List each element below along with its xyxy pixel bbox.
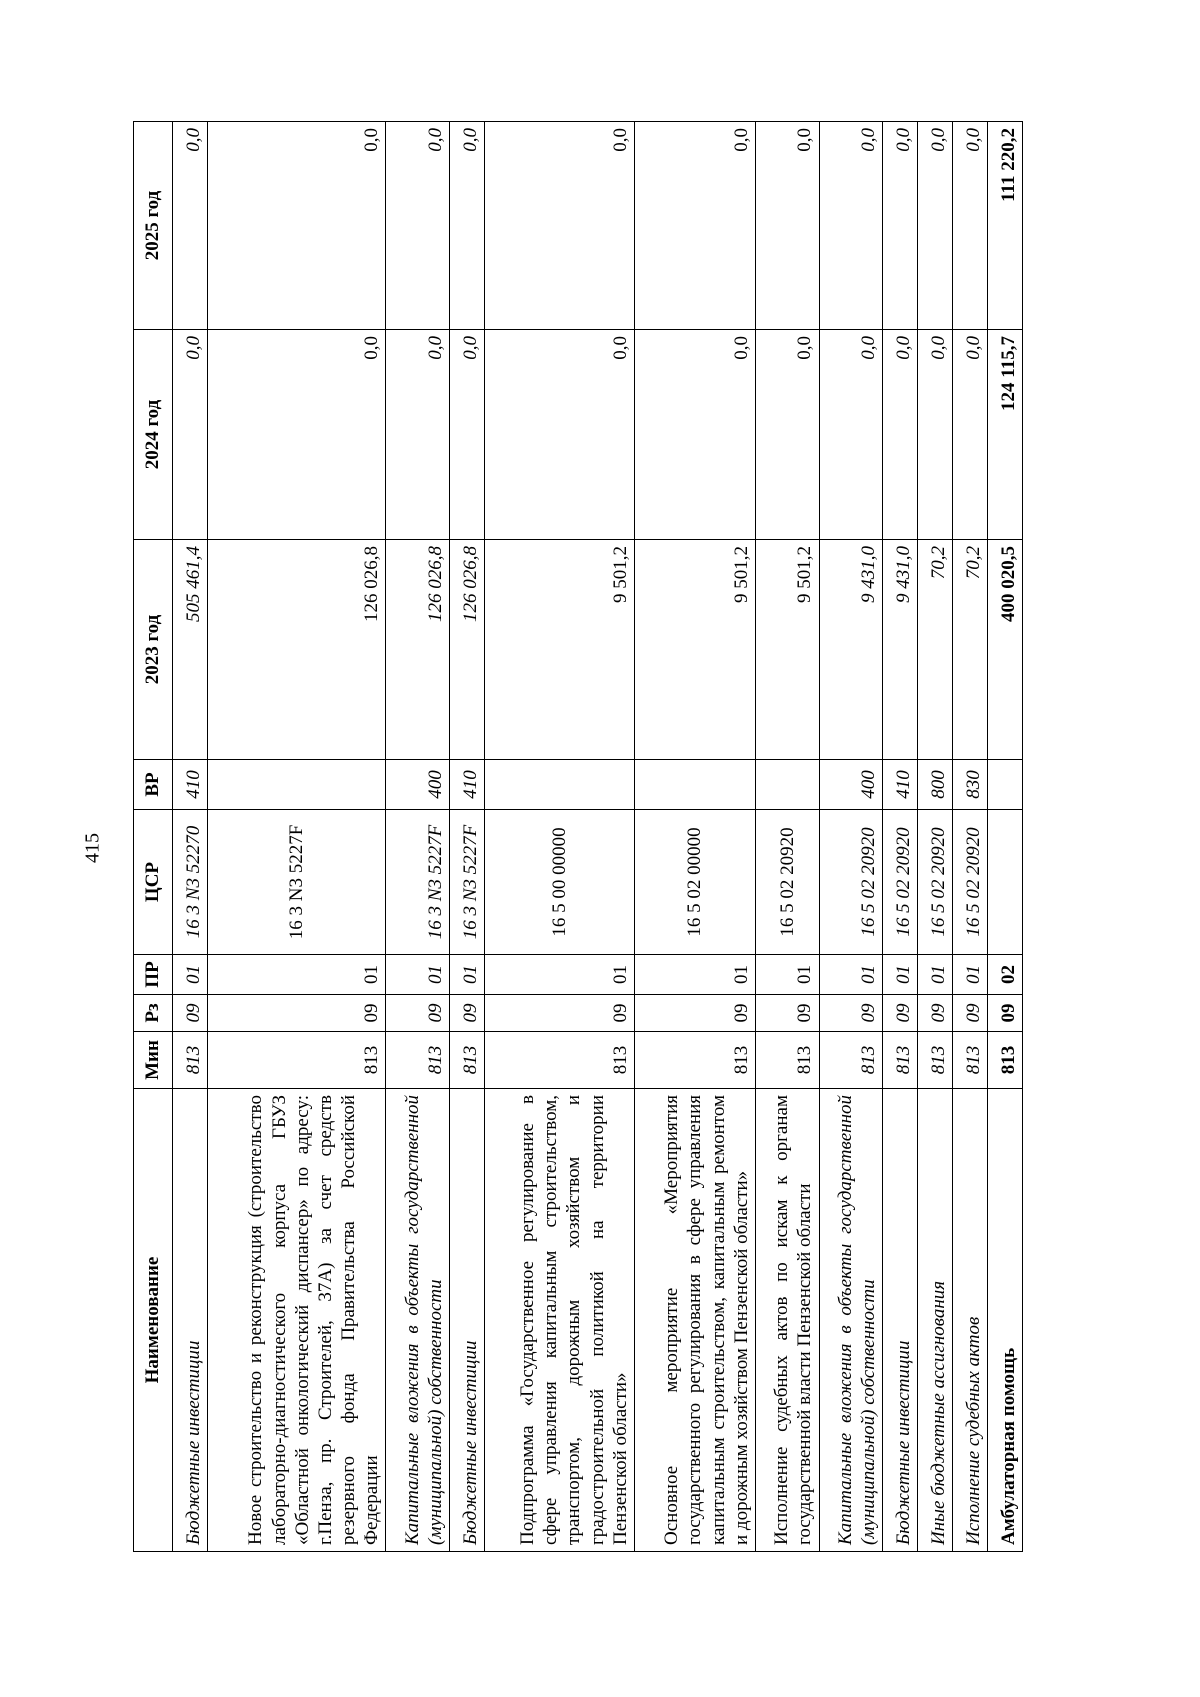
table-row — [450, 122, 485, 1552]
row-2025: 111 220,2 — [988, 122, 1023, 330]
row-vr: 410 — [450, 760, 485, 810]
row-rz: 09 — [819, 995, 883, 1032]
row-name: Новое строительство и реконструкция (строительство лабораторно-диагностического корпуса ГБУЗ «Областной онкологический диспансер» по адресу: г.Пенза, пр. Строителей, 37А) за счет средств резервного фонда Правительства Российской Федерации — [207, 1089, 386, 1552]
row-rz: 09 — [755, 995, 819, 1032]
row-2023: 505 461,4 — [173, 540, 208, 760]
row-csr: 16 5 02 20920 — [953, 810, 988, 955]
row-pr: 02 — [988, 955, 1023, 995]
row-2024: 0,0 — [883, 330, 918, 540]
table-row — [207, 122, 386, 1552]
row-2024: 0,0 — [207, 330, 386, 540]
header-vr: ВР — [134, 760, 173, 810]
row-2024: 0,0 — [918, 330, 953, 540]
row-2025: 0,0 — [207, 122, 386, 330]
row-pr: 01 — [485, 955, 635, 995]
row-min: 813 — [755, 1032, 819, 1089]
row-2023: 126 026,8 — [386, 540, 450, 760]
table-body — [173, 122, 1023, 1552]
header-name: Наименование — [134, 1089, 173, 1552]
row-2024: 0,0 — [755, 330, 819, 540]
row-name: Капитальные вложения в объекты государственной (муниципальной) собственности — [819, 1089, 883, 1552]
row-pr: 01 — [634, 955, 755, 995]
row-min: 813 — [207, 1032, 386, 1089]
row-2023: 9 501,2 — [485, 540, 635, 760]
row-rz: 09 — [450, 995, 485, 1032]
row-pr: 01 — [173, 955, 208, 995]
table-row — [819, 122, 883, 1552]
row-vr: 830 — [953, 760, 988, 810]
row-pr: 01 — [918, 955, 953, 995]
table-row — [755, 122, 819, 1552]
row-vr: 410 — [173, 760, 208, 810]
row-csr: 16 3 N3 5227F — [207, 810, 386, 955]
row-csr: 16 3 N3 5227F — [450, 810, 485, 955]
row-min: 813 — [450, 1032, 485, 1089]
row-pr: 01 — [883, 955, 918, 995]
row-csr: 16 5 02 20920 — [755, 810, 819, 955]
row-rz: 09 — [918, 995, 953, 1032]
table-row — [953, 122, 988, 1552]
table-row — [485, 122, 635, 1552]
row-rz: 09 — [173, 995, 208, 1032]
row-name: Иные бюджетные ассигнования — [918, 1089, 953, 1552]
row-vr: 400 — [386, 760, 450, 810]
budget-table — [133, 121, 1023, 1552]
row-min: 813 — [953, 1032, 988, 1089]
row-name: Бюджетные инвестиции — [173, 1089, 208, 1552]
header-2024: 2024 год — [134, 330, 173, 540]
row-2025: 0,0 — [634, 122, 755, 330]
header-pr: ПР — [134, 955, 173, 995]
row-min: 813 — [173, 1032, 208, 1089]
row-2024: 0,0 — [953, 330, 988, 540]
row-name: Амбулаторная помощь — [988, 1089, 1023, 1552]
page-number: 415 — [81, 833, 104, 863]
row-2024: 0,0 — [819, 330, 883, 540]
row-csr: 16 5 02 00000 — [634, 810, 755, 955]
row-name: Бюджетные инвестиции — [883, 1089, 918, 1552]
row-2025: 0,0 — [819, 122, 883, 330]
row-name: Бюджетные инвестиции — [450, 1089, 485, 1552]
table-header-row — [134, 122, 173, 1552]
row-name: Основное мероприятие «Мероприятия государственного регулирования в сфере управления капитальным строительством, капитальным ремонтом и дорожным хозяйством Пензенской области» — [634, 1089, 755, 1552]
row-min: 813 — [988, 1032, 1023, 1089]
row-2023: 126 026,8 — [450, 540, 485, 760]
header-csr: ЦСР — [134, 810, 173, 955]
row-2024: 0,0 — [450, 330, 485, 540]
row-vr — [988, 760, 1023, 810]
row-2025: 0,0 — [918, 122, 953, 330]
row-pr: 01 — [207, 955, 386, 995]
row-min: 813 — [386, 1032, 450, 1089]
row-rz: 09 — [634, 995, 755, 1032]
row-rz: 09 — [207, 995, 386, 1032]
row-min: 813 — [634, 1032, 755, 1089]
row-min: 813 — [918, 1032, 953, 1089]
row-name: Капитальные вложения в объекты государственной (муниципальной) собственности — [386, 1089, 450, 1552]
row-csr: 16 5 02 20920 — [819, 810, 883, 955]
header-2025: 2025 год — [134, 122, 173, 330]
row-vr — [634, 760, 755, 810]
row-name: Подпрограмма «Государственное регулирование в сфере управления капитальным строительством, транспортом, дорожным хозяйством и градостроительной политикой на территории Пензенской области» — [485, 1089, 635, 1552]
row-csr — [988, 810, 1023, 955]
row-2023: 9 501,2 — [755, 540, 819, 760]
row-csr: 16 3 N3 5227F — [386, 810, 450, 955]
row-2023: 9 431,0 — [819, 540, 883, 760]
table-row — [918, 122, 953, 1552]
row-min: 813 — [883, 1032, 918, 1089]
row-2023: 9 431,0 — [883, 540, 918, 760]
row-csr: 16 3 N3 52270 — [173, 810, 208, 955]
rotated-table-wrapper — [133, 122, 1023, 1552]
row-name: Исполнение судебных актов — [953, 1089, 988, 1552]
row-vr — [485, 760, 635, 810]
row-rz: 09 — [953, 995, 988, 1032]
table-row — [634, 122, 755, 1552]
table-row-total — [988, 122, 1023, 1552]
table-row — [173, 122, 208, 1552]
row-2023: 9 501,2 — [634, 540, 755, 760]
row-csr: 16 5 02 20920 — [883, 810, 918, 955]
row-pr: 01 — [819, 955, 883, 995]
row-2025: 0,0 — [450, 122, 485, 330]
row-name: Исполнение судебных актов по искам к органам государственной власти Пензенской области — [755, 1089, 819, 1552]
row-rz: 09 — [485, 995, 635, 1032]
row-2025: 0,0 — [386, 122, 450, 330]
row-2024: 0,0 — [634, 330, 755, 540]
row-2024: 0,0 — [173, 330, 208, 540]
header-2023: 2023 год — [134, 540, 173, 760]
row-pr: 01 — [755, 955, 819, 995]
header-rz: Рз — [134, 995, 173, 1032]
row-2023: 70,2 — [918, 540, 953, 760]
row-csr: 16 5 00 00000 — [485, 810, 635, 955]
row-2025: 0,0 — [173, 122, 208, 330]
row-2023: 126 026,8 — [207, 540, 386, 760]
row-2025: 0,0 — [883, 122, 918, 330]
row-pr: 01 — [386, 955, 450, 995]
row-2024: 124 115,7 — [988, 330, 1023, 540]
row-pr: 01 — [953, 955, 988, 995]
row-2023: 70,2 — [953, 540, 988, 760]
row-2024: 0,0 — [386, 330, 450, 540]
row-2024: 0,0 — [485, 330, 635, 540]
row-min: 813 — [819, 1032, 883, 1089]
row-vr: 410 — [883, 760, 918, 810]
row-rz: 09 — [883, 995, 918, 1032]
row-rz: 09 — [386, 995, 450, 1032]
row-vr: 800 — [918, 760, 953, 810]
row-2025: 0,0 — [755, 122, 819, 330]
header-min: Мин — [134, 1032, 173, 1089]
table-row — [386, 122, 450, 1552]
table-row — [883, 122, 918, 1552]
row-vr — [207, 760, 386, 810]
row-2025: 0,0 — [953, 122, 988, 330]
row-pr: 01 — [450, 955, 485, 995]
row-2025: 0,0 — [485, 122, 635, 330]
row-csr: 16 5 02 20920 — [918, 810, 953, 955]
row-min: 813 — [485, 1032, 635, 1089]
row-vr — [755, 760, 819, 810]
row-vr: 400 — [819, 760, 883, 810]
row-2023: 400 020,5 — [988, 540, 1023, 760]
row-rz: 09 — [988, 995, 1023, 1032]
